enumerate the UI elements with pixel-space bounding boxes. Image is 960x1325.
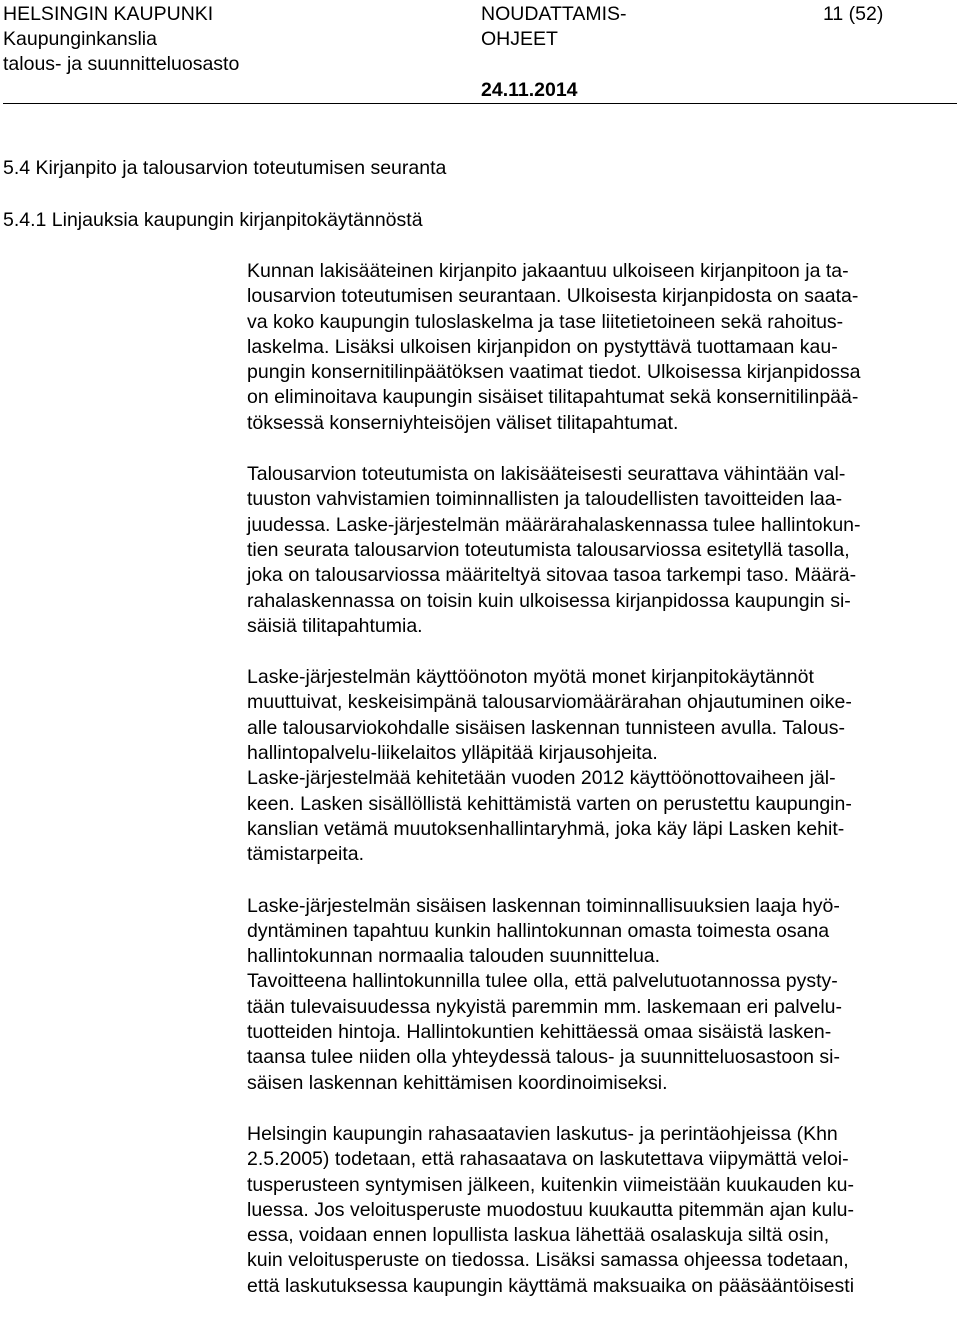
- paragraph-line: tuuston vahvistamien toiminnallisten ja taloudellisten tavoitteiden laa-: [247, 488, 843, 511]
- paragraph-line: alle talousarviokohdalle sisäisen laskennan tunnisteen avulla. Talous-: [247, 716, 846, 739]
- document-type-line-2: OHJEET: [481, 28, 558, 50]
- paragraph-line: rahalaskennassa on toisin kuin ulkoisessa kirjanpidossa kaupungin si-: [247, 589, 851, 612]
- paragraph: [247, 894, 960, 1096]
- paragraph-line: tusperusteen syntymisen jälkeen, kuitenkin viimeistään kuukauden ku-: [247, 1173, 854, 1196]
- paragraph-line: Laske-järjestelmää kehitetään vuoden 2012 käyttöönottovaiheen jäl-: [247, 767, 836, 790]
- paragraph-line: hallintokunnan normaalia talouden suunnittelua.: [247, 945, 661, 968]
- paragraph-line: tään tulevaisuudessa nykyistä paremmin mm. laskemaan eri palvelu-: [247, 995, 843, 1018]
- paragraph-line: dyntäminen tapahtuu kunkin hallintokunnan omasta toimesta osana: [247, 919, 830, 942]
- paragraph-line: Tavoitteena hallintokunnilla tulee olla, että palvelutuotannossa pysty-: [247, 970, 838, 993]
- paragraph-line: Kunnan lakisääteinen kirjanpito jakaantuu ulkoiseen kirjanpitoon ja ta-: [247, 260, 849, 282]
- section-heading: 5.4 Kirjanpito ja talousarvion toteutumisen seuranta: [3, 157, 447, 179]
- paragraph-line: luessa. Jos veloitusperuste muodostuu kuukautta pitemmän ajan kulu-: [247, 1198, 855, 1221]
- paragraph-line: Laske-järjestelmän sisäisen laskennan toiminnallisuuksien laaja hyö-: [247, 894, 840, 917]
- unit-name: talous- ja suunnitteluosasto: [3, 53, 240, 75]
- paragraph-line: hallintopalvelu-liikelaitos ylläpitää kirjausohjeita.: [247, 742, 658, 765]
- paragraph-line: että laskutuksessa kaupungin käyttämä maksuaika on pääsääntöisesti: [247, 1274, 855, 1297]
- paragraph-line: joka on talousarviossa määriteltyä sitovaa tasoa tarkempi taso. Määrä-: [247, 564, 857, 587]
- paragraph-line: Laske-järjestelmän käyttöönoton myötä monet kirjanpitokäytännöt: [247, 666, 814, 689]
- paragraph-line: pungin konsernitilinpäätöksen vaatimat tiedot. Ulkoisessa kirjanpidossa: [247, 361, 861, 384]
- paragraph-line: kanslian vetämä muutoksenhallintaryhmä, joka käy läpi Lasken kehit-: [247, 817, 845, 840]
- department-name: Kaupunginkanslia: [3, 28, 157, 50]
- page-number: 11 (52): [823, 3, 884, 25]
- paragraph-line: säisiä tilitapahtumia.: [247, 614, 423, 637]
- paragraph-line: lousarvion toteutumisen seurantaan. Ulkoisesta kirjanpidosta on saata-: [247, 285, 859, 308]
- paragraph: [247, 1122, 960, 1299]
- paragraph-line: kuin veloitusperuste on tiedossa. Lisäksi samassa ohjeessa todetaan,: [247, 1249, 849, 1272]
- paragraph-line: tien seurata talousarvion toteutumista talousarviossa esitetyllä tasolla,: [247, 538, 850, 561]
- organization-block: [3, 2, 239, 77]
- page-header: [0, 0, 960, 104]
- body-text: [247, 259, 960, 1325]
- paragraph-line: tämistarpeita.: [247, 843, 365, 866]
- paragraph-line: juudessa. Laske-järjestelmän määrärahalaskennassa tulee hallintokun-: [247, 513, 861, 536]
- document-type-line-1: NOUDATTAMIS-: [481, 3, 627, 25]
- document-type-block: [481, 2, 627, 52]
- paragraph-line: Talousarvion toteutumista on lakisääteisesti seurattava vähintään val-: [247, 463, 846, 486]
- paragraph-line: 2.5.2005) todetaan, että rahasaatava on laskutettava viipymättä veloi-: [247, 1148, 849, 1171]
- paragraph: [247, 462, 960, 639]
- paragraph-line: säisen laskennan kehittämisen koordinoimiseksi.: [247, 1071, 668, 1094]
- paragraph-line: tuotteiden hintoja. Hallintokuntien kehittäessä omaa sisäistä lasken-: [247, 1021, 832, 1044]
- paragraph: [247, 665, 960, 867]
- paragraph-line: töksessä konserniyhteisöjen väliset tilitapahtumat.: [247, 411, 679, 434]
- paragraph: [247, 259, 960, 436]
- paragraph-line: essa, voidaan ennen lopullista laskua lähettää osalaskuja siltä osin,: [247, 1224, 830, 1247]
- paragraph-line: on eliminoitava kaupungin sisäiset tilitapahtumat sekä konsernitilinpää-: [247, 386, 859, 409]
- document-date: 24.11.2014: [481, 79, 578, 101]
- organization-name: HELSINGIN KAUPUNKI: [3, 3, 214, 25]
- paragraph-line: keen. Lasken sisällöllistä kehittämistä varten on perustettu kaupungin-: [247, 792, 852, 815]
- paragraph-line: muuttuivat, keskeisimpänä talousarviomäärärahan ohjautuminen oike-: [247, 691, 852, 714]
- paragraph-line: taansa tulee niiden olla yhteydessä talous- ja suunnitteluosastoon si-: [247, 1046, 840, 1069]
- paragraph-line: Helsingin kaupungin rahasaatavien laskutus- ja perintäohjeissa (Khn: [247, 1122, 838, 1145]
- paragraph-line: laskelma. Lisäksi ulkoisen kirjanpidon on pystyttävä tuottamaan kau-: [247, 335, 838, 358]
- paragraph-line: va koko kaupungin tuloslaskelma ja tase liitetietoineen sekä rahoitus-: [247, 310, 844, 333]
- header-divider: [3, 103, 957, 104]
- subsection-heading: 5.4.1 Linjauksia kaupungin kirjanpitokäytännöstä: [3, 209, 423, 231]
